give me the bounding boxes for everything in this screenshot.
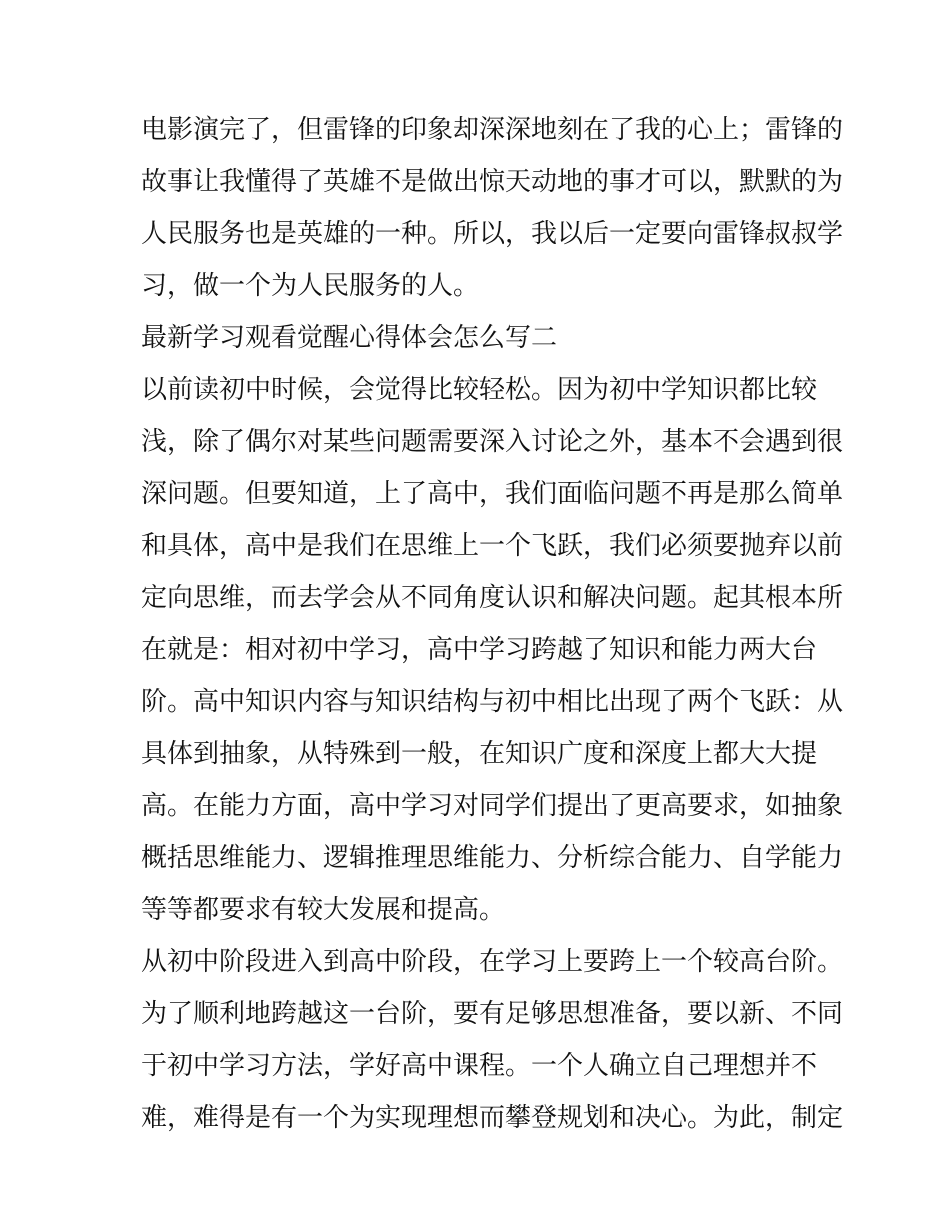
- text-line: 习，做一个为人民服务的人。: [141, 271, 480, 301]
- text-line: 阶。高中知识内容与知识结构与初中相比出现了两个飞跃：从: [141, 687, 844, 717]
- text-line: 浅，除了偶尔对某些问题需要深入讨论之外，基本不会遇到很: [141, 427, 844, 457]
- text-line: 人民服务也是英雄的一种。所以，我以后一定要向雷锋叔叔学: [141, 219, 844, 249]
- text-line: 为了顺利地跨越这一台阶，要有足够思想准备，要以新、不同: [141, 999, 844, 1029]
- section-heading: 最新学习观看觉醒心得体会怎么写二: [141, 323, 558, 353]
- text-line: 在就是：相对初中学习，高中学习跨越了知识和能力两大台: [141, 635, 818, 665]
- text-line: 等等都要求有较大发展和提高。: [141, 895, 506, 925]
- text-line: 从初中阶段进入到高中阶段，在学习上要跨上一个较高台阶。: [141, 947, 844, 977]
- text-line: 以前读初中时候，会觉得比较轻松。因为初中学知识都比较: [141, 375, 818, 405]
- text-line: 故事让我懂得了英雄不是做出惊天动地的事才可以，默默的为: [141, 167, 844, 197]
- text-line: 具体到抽象，从特殊到一般，在知识广度和深度上都大大提: [141, 739, 818, 769]
- text-line: 定向思维，而去学会从不同角度认识和解决问题。起其根本所: [141, 583, 844, 613]
- text-line: 概括思维能力、逻辑推理思维能力、分析综合能力、自学能力: [141, 843, 844, 873]
- text-line: 难，难得是有一个为实现理想而攀登规划和决心。为此，制定: [141, 1103, 844, 1133]
- text-line: 深问题。但要知道，上了高中，我们面临问题不再是那么简单: [141, 479, 844, 509]
- text-line: 高。在能力方面，高中学习对同学们提出了更高要求，如抽象: [141, 791, 844, 821]
- document-body: [141, 104, 844, 1144]
- text-line: 于初中学习方法，学好高中课程。一个人确立自己理想并不: [141, 1051, 818, 1081]
- text-line: 和具体，高中是我们在思维上一个飞跃，我们必须要抛弃以前: [141, 531, 844, 561]
- text-line: 电影演完了，但雷锋的印象却深深地刻在了我的心上；雷锋的: [141, 115, 844, 145]
